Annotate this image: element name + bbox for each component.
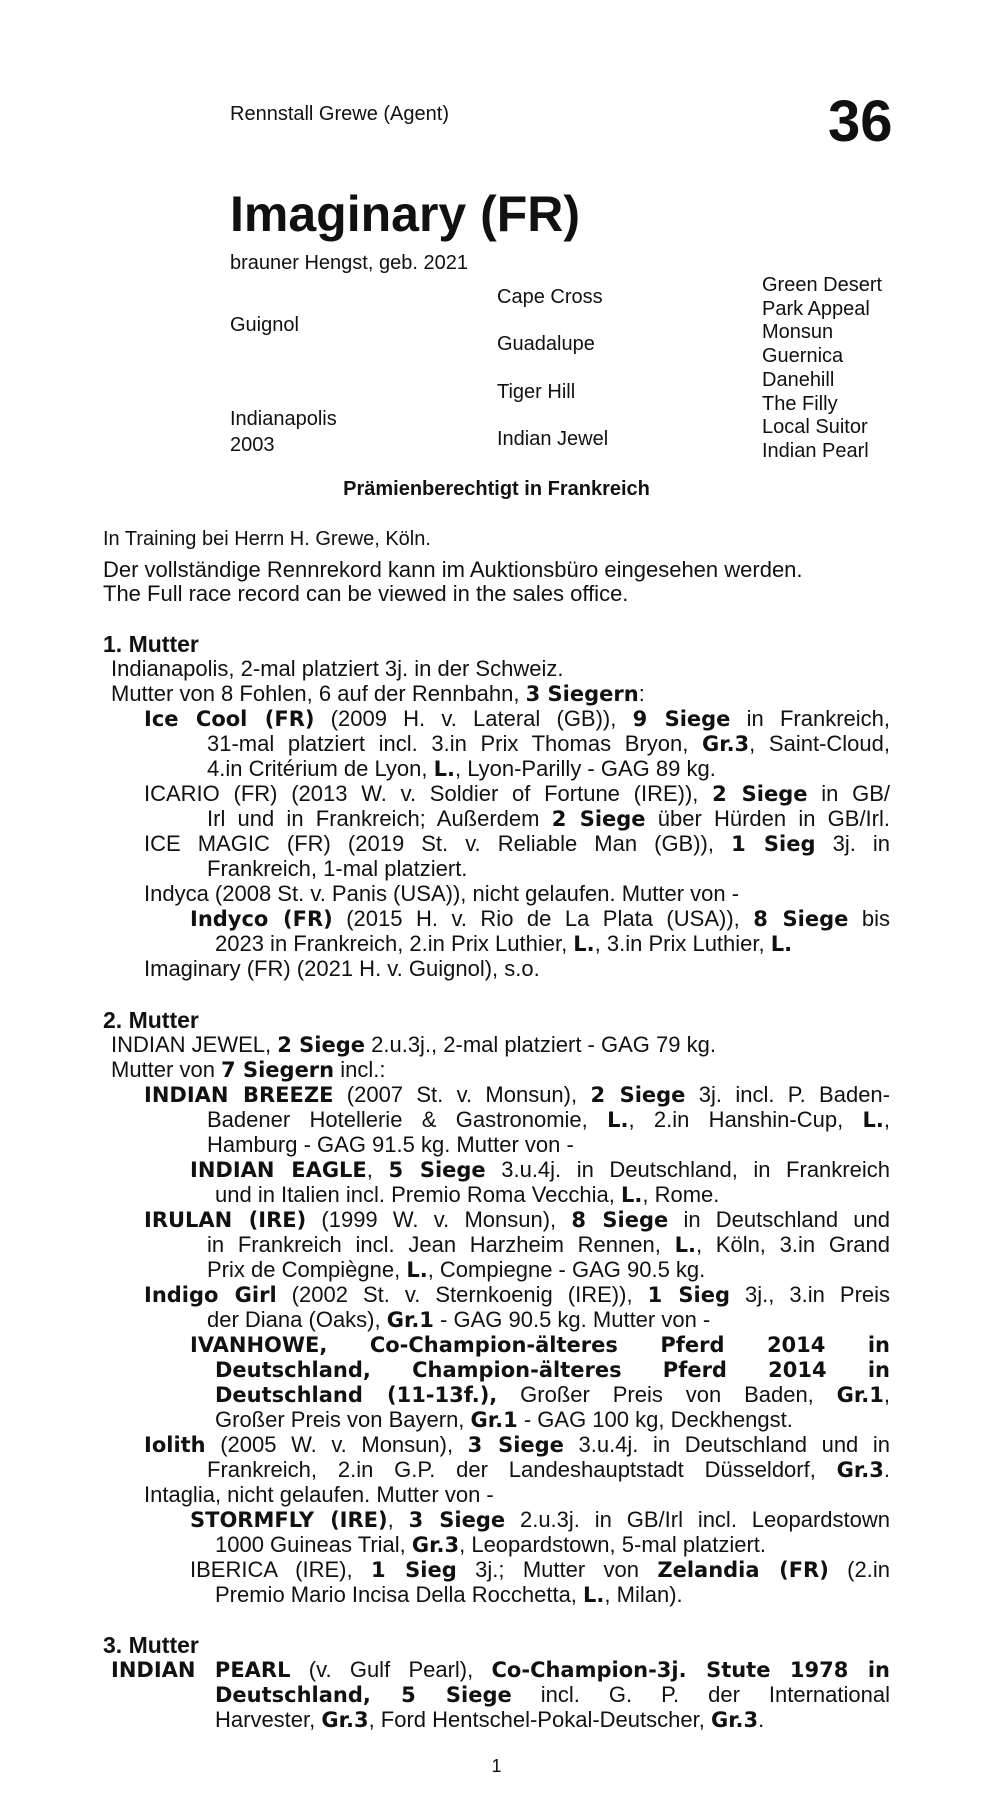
text-line: Großer Preis von Bayern, Gr.1 - GAG 100 kg, Deckhengst.: [215, 1407, 793, 1432]
pedigree-gen3: Guernica: [762, 345, 844, 367]
lot-number: 36: [828, 89, 893, 154]
text-line: und in Italien incl. Premio Roma Vecchia, L., Rome.: [215, 1182, 720, 1207]
agent-name: Rennstall Grewe (Agent): [230, 103, 449, 125]
text-line: in Frankreich incl. Jean Harzheim Rennen, L., Köln, 3.in Grand: [207, 1232, 891, 1257]
progeny-entry: Intaglia, nicht gelaufen. Mutter von -: [144, 1482, 494, 1507]
grand-progeny-entry: INDIAN EAGLE, 5 Siege 3.u.4j. in Deutschland, in Frankreich: [190, 1157, 890, 1182]
text-line: Indianapolis, 2-mal platziert 3j. in der Schweiz.: [111, 656, 564, 681]
section-heading: 2. Mutter: [103, 1007, 199, 1033]
progeny-entry: Imaginary (FR) (2021 H. v. Guignol), s.o.: [144, 956, 540, 981]
text-line: Deutschland (11-13f.), Großer Preis von Baden, Gr.1,: [215, 1382, 890, 1407]
horse-description: brauner Hengst, geb. 2021: [230, 252, 468, 274]
pedigree-gen3: Monsun: [762, 321, 834, 343]
progeny-entry: Ice Cool (FR) (2009 H. v. Lateral (GB)), 9 Siege in Frankreich,: [144, 706, 890, 731]
section-heading: 1. Mutter: [103, 631, 199, 657]
text-line: Frankreich, 2.in G.P. der Landeshauptstadt Düsseldorf, Gr.3.: [207, 1457, 890, 1482]
pedigree-sire: Guignol: [230, 314, 299, 336]
pedigree-gen2: Tiger Hill: [497, 381, 576, 403]
pedigree-gen3: Green Desert: [762, 274, 883, 296]
pedigree-gen3: Park Appeal: [762, 298, 870, 320]
pedigree-gen3: The Filly: [762, 393, 838, 415]
text-line: Frankreich, 1-mal platziert.: [207, 856, 468, 881]
progeny-entry: INDIAN BREEZE (2007 St. v. Monsun), 2 Siege 3j. incl. P. Baden-: [144, 1082, 890, 1107]
text-line: Mutter von 7 Siegern incl.:: [111, 1057, 386, 1082]
page-number: 1: [491, 1756, 502, 1776]
pedigree-gen2: Indian Jewel: [497, 428, 609, 450]
pedigree-gen3: Indian Pearl: [762, 440, 869, 462]
text-line: 2023 in Frankreich, 2.in Prix Luthier, L., 3.in Prix Luthier, L.: [215, 931, 793, 956]
race-record-note-de: Der vollständige Rennrekord kann im Auktionsbüro eingesehen werden.: [103, 557, 803, 582]
pedigree-gen2: Cape Cross: [497, 286, 603, 308]
training-note: In Training bei Herrn H. Grewe, Köln.: [103, 528, 431, 550]
text-line: Prix de Compiègne, L., Compiegne - GAG 90.5 kg.: [207, 1257, 706, 1282]
progeny-entry: Indigo Girl (2002 St. v. Sternkoenig (IRE)), 1 Sieg 3j., 3.in Preis: [144, 1282, 891, 1307]
section-heading: 3. Mutter: [103, 1632, 199, 1658]
pedigree-dam-year: 2003: [230, 434, 275, 456]
race-record-note-en: The Full race record can be viewed in the sales office.: [103, 581, 629, 606]
text-line: 1000 Guineas Trial, Gr.3, Leopardstown, 5-mal platziert.: [215, 1532, 767, 1557]
text-line: Badener Hotellerie & Gastronomie, L., 2.in Hanshin-Cup, L.,: [207, 1107, 890, 1132]
text-line: Hamburg - GAG 91.5 kg. Mutter von -: [207, 1132, 574, 1157]
pedigree-gen3: Local Suitor: [762, 416, 868, 438]
progeny-entry: ICE MAGIC (FR) (2019 St. v. Reliable Man (GB)), 1 Sieg 3j. in: [144, 831, 890, 856]
text-line: Deutschland, 5 Siege incl. G. P. der International: [215, 1682, 890, 1707]
text-line: INDIAN PEARL (v. Gulf Pearl), Co-Champion-3j. Stute 1978 in: [111, 1657, 890, 1682]
text-line: Deutschland, Champion-älteres Pferd 2014 in: [215, 1358, 890, 1382]
text-line: der Diana (Oaks), Gr.1 - GAG 90.5 kg. Mutter von -: [207, 1307, 711, 1332]
text-line: INDIAN JEWEL, 2 Siege 2.u.3j., 2-mal platziert - GAG 79 kg.: [111, 1032, 716, 1057]
grand-progeny-entry: STORMFLY (IRE), 3 Siege 2.u.3j. in GB/Irl incl. Leopardstown: [190, 1507, 891, 1532]
text-line: Irl und in Frankreich; Außerdem 2 Siege über Hürden in GB/Irl.: [207, 806, 890, 831]
pedigree-gen2: Guadalupe: [497, 333, 595, 355]
progeny-entry: ICARIO (FR) (2013 W. v. Soldier of Fortune (IRE)), 2 Siege in GB/: [144, 781, 891, 806]
grand-progeny-entry: IBERICA (IRE), 1 Sieg 3j.; Mutter von Zelandia (FR) (2.in: [190, 1557, 890, 1582]
pedigree-dam: Indianapolis: [230, 408, 337, 430]
grand-progeny-entry: IVANHOWE, Co-Champion-älteres Pferd 2014 in: [190, 1333, 890, 1357]
text-line: Mutter von 8 Fohlen, 6 auf der Rennbahn, 3 Siegern:: [111, 681, 645, 706]
grand-progeny-entry: Indyco (FR) (2015 H. v. Rio de La Plata (USA)), 8 Siege bis: [190, 906, 890, 931]
eligibility-note: Prämienberechtigt in Frankreich: [343, 478, 650, 500]
text-line: 4.in Critérium de Lyon, L., Lyon-Parilly - GAG 89 kg.: [207, 756, 716, 781]
horse-name: Imaginary (FR): [230, 186, 581, 242]
progeny-entry: Indyca (2008 St. v. Panis (USA)), nicht gelaufen. Mutter von -: [144, 881, 740, 906]
progeny-entry: Iolith (2005 W. v. Monsun), 3 Siege 3.u.4j. in Deutschland und in: [144, 1432, 890, 1457]
text-line: Harvester, Gr.3, Ford Hentschel-Pokal-Deutscher, Gr.3.: [215, 1707, 765, 1732]
text-line: 31-mal platziert incl. 3.in Prix Thomas Bryon, Gr.3, Saint-Cloud,: [207, 731, 890, 756]
text-line: Premio Mario Incisa Della Rocchetta, L., Milan).: [215, 1582, 683, 1607]
progeny-entry: IRULAN (IRE) (1999 W. v. Monsun), 8 Siege in Deutschland und: [144, 1207, 890, 1232]
pedigree-gen3: Danehill: [762, 369, 835, 391]
